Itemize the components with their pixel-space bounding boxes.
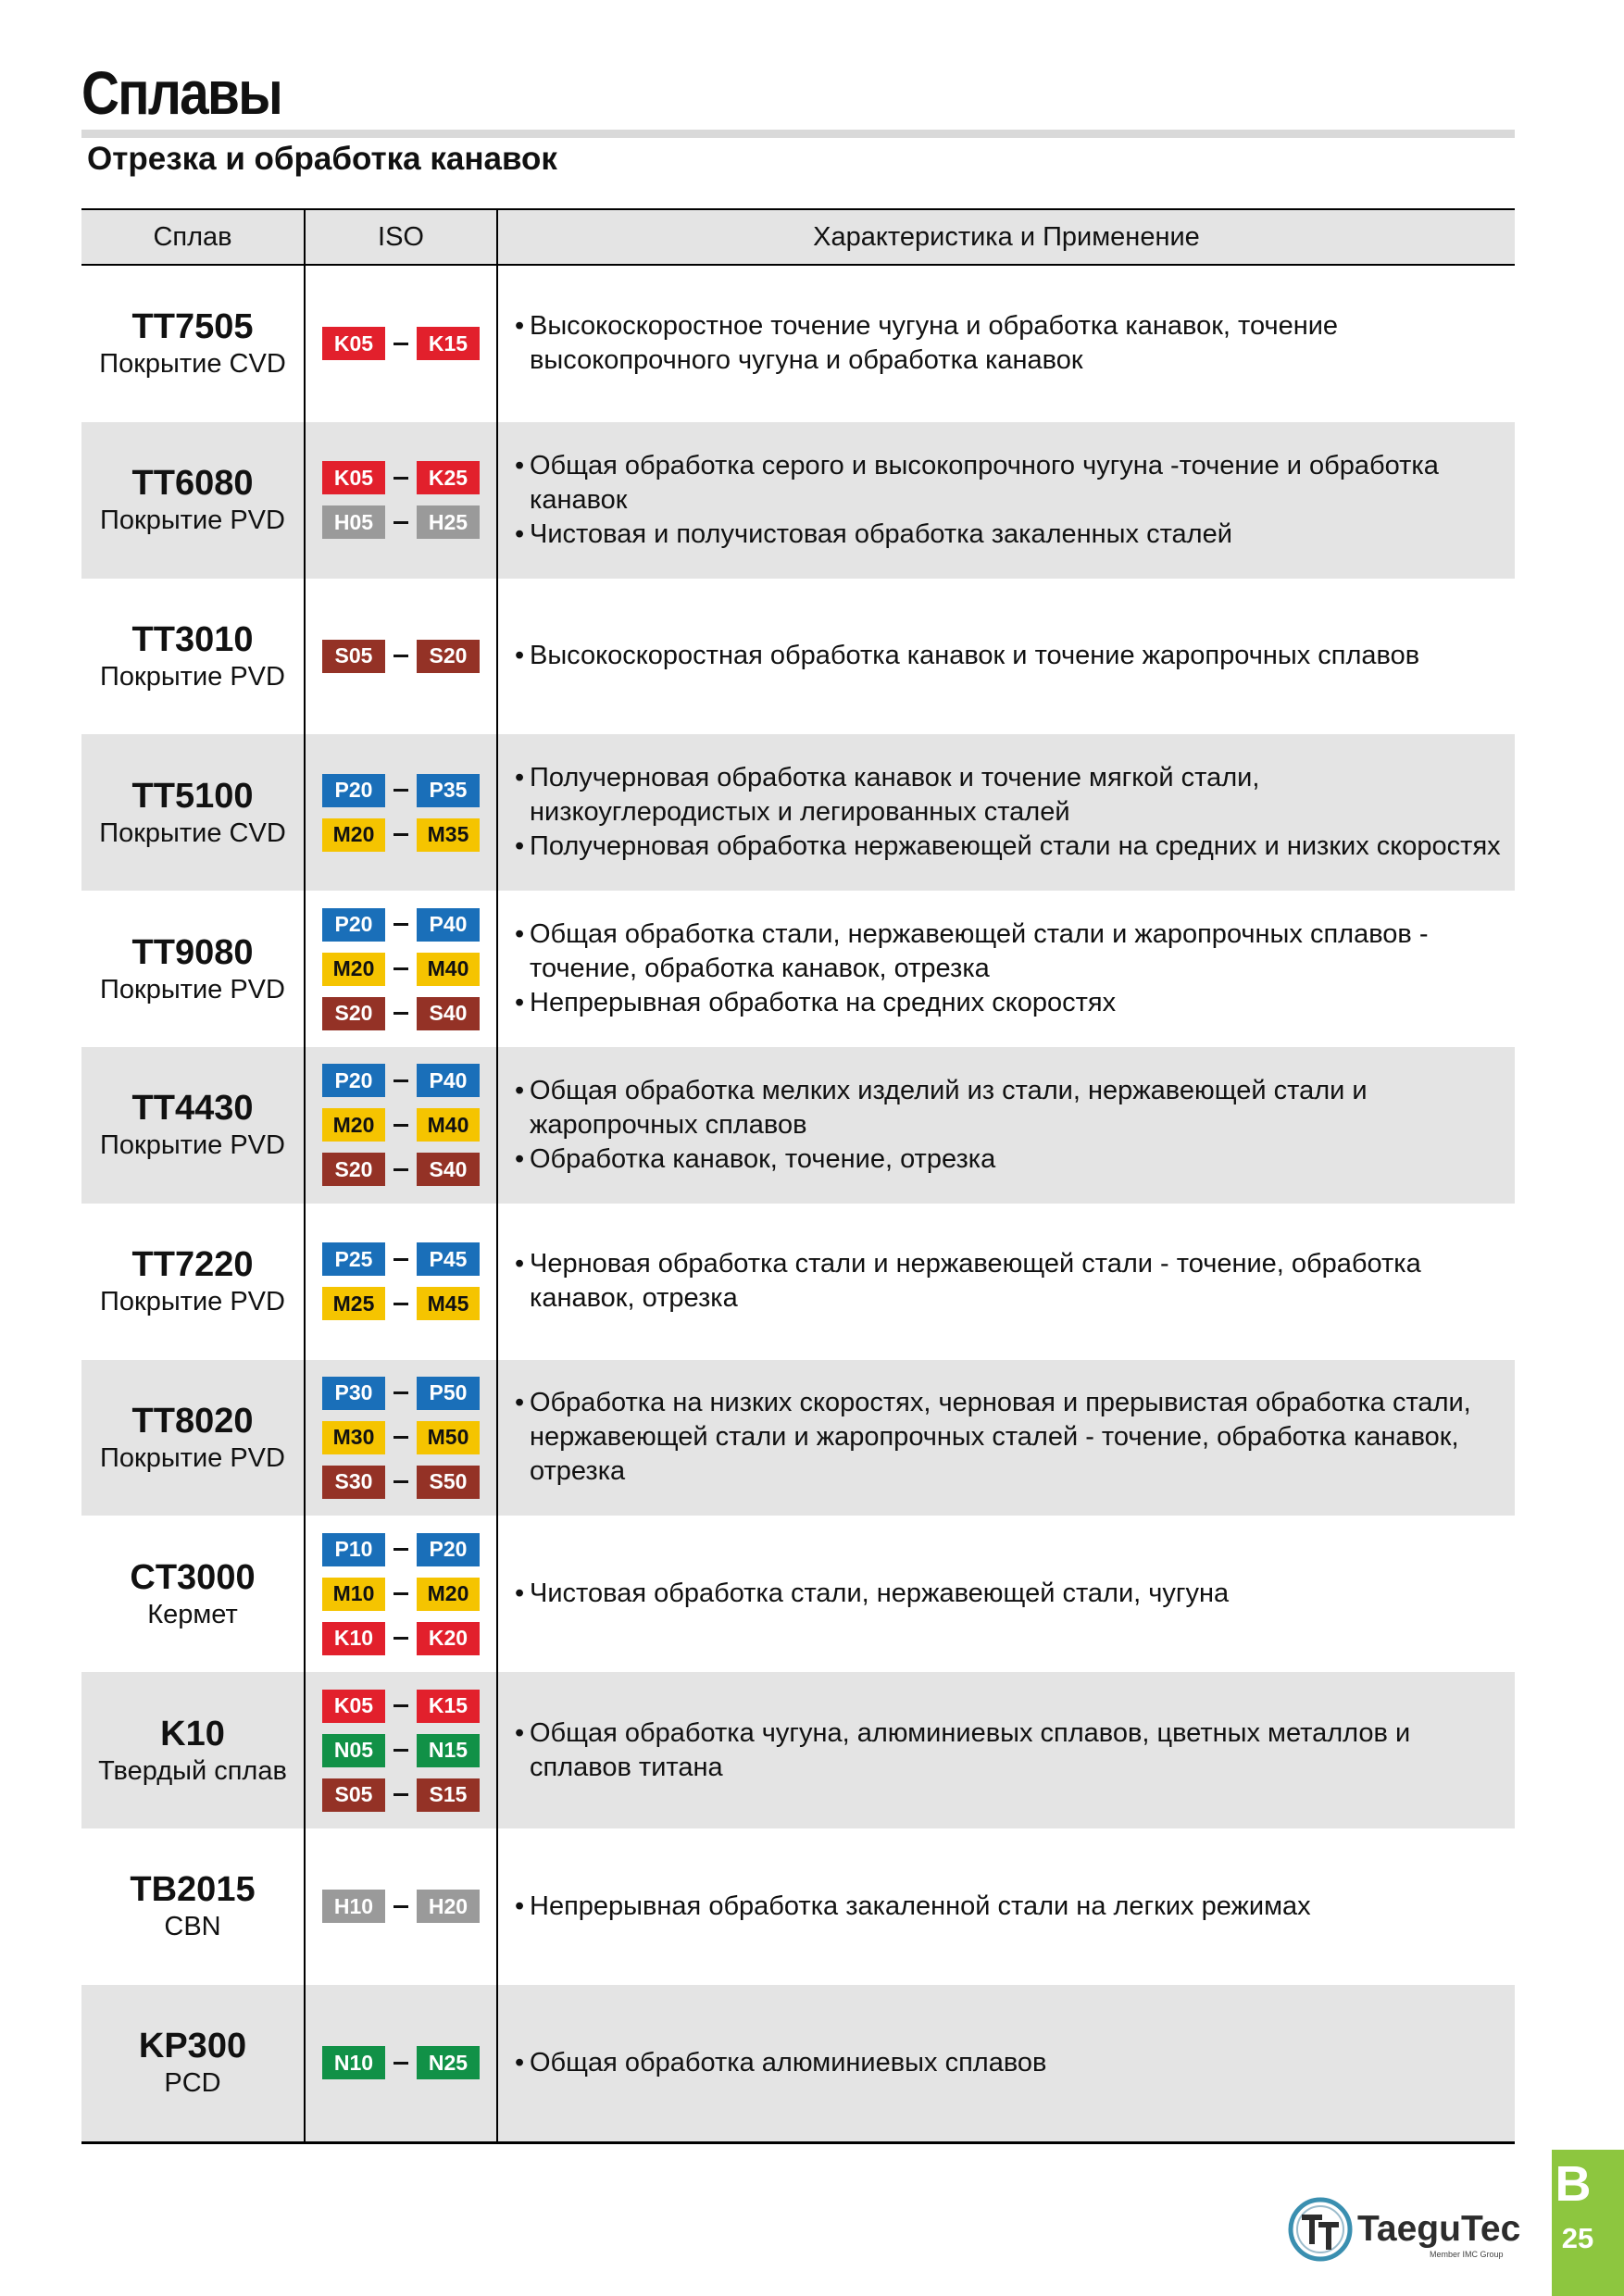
- iso-badge: H05: [322, 505, 385, 539]
- iso-badge: S05: [322, 640, 385, 673]
- alloy-coating: Покрытие PVD: [100, 505, 285, 536]
- iso-badge: S20: [417, 640, 480, 673]
- iso-badge: P10: [322, 1533, 385, 1566]
- iso-cell: [304, 1828, 496, 1985]
- application-bullet: [515, 1386, 1505, 1489]
- bullet-icon: •: [515, 311, 525, 342]
- brand-tagline: Member IMC Group: [1430, 2250, 1504, 2259]
- application-text: Обработка на низких скоростях, черновая и прерывистая обработка стали, нержавеющей стали и жаропрочных сталей - точение, обработка канавок, отрезка: [530, 1388, 1471, 1487]
- alloy-cell: [81, 266, 304, 422]
- bullet-icon: •: [515, 1717, 525, 1748]
- application-text: Черновая обработка стали и нержавеющей стали - точение, обработка канавок, отрезка: [530, 1249, 1421, 1314]
- alloy-cell: [81, 1204, 304, 1360]
- iso-range: [322, 2046, 480, 2079]
- range-dash: [394, 967, 408, 970]
- iso-badge: K05: [322, 461, 385, 494]
- application-text: Непрерывная обработка закаленной стали на легких режимах: [530, 1890, 1311, 1921]
- iso-cell: [304, 734, 496, 891]
- alloy-name: TT7220: [131, 1245, 254, 1285]
- table-row: [81, 1047, 1515, 1204]
- range-dash: [394, 477, 408, 480]
- alloy-name: TT3010: [131, 619, 254, 659]
- application-bullet: [515, 917, 1505, 986]
- range-dash: [394, 923, 408, 926]
- iso-badge: K25: [417, 461, 480, 494]
- bullet-icon: •: [515, 1890, 525, 1921]
- iso-badge: S40: [417, 997, 480, 1030]
- iso-badge: P40: [417, 908, 480, 942]
- bullet-icon: •: [515, 1143, 525, 1174]
- iso-range: [322, 774, 480, 807]
- iso-badge: M25: [322, 1287, 385, 1320]
- range-dash: [394, 1793, 408, 1796]
- range-dash: [394, 1079, 408, 1082]
- header-application: Характеристика и Применение: [496, 210, 1515, 264]
- application-text: Непрерывная обработка на средних скоростях: [530, 988, 1117, 1018]
- iso-range: [322, 640, 480, 673]
- bullet-icon: •: [515, 518, 525, 549]
- brand-name: TaeguTec: [1357, 2209, 1521, 2249]
- iso-badge: M20: [417, 1578, 480, 1611]
- section-letter: B: [1555, 2156, 1592, 2212]
- iso-range: [322, 953, 480, 986]
- header-iso: ISO: [304, 210, 496, 264]
- range-dash: [394, 343, 408, 345]
- iso-badge: H20: [417, 1890, 480, 1923]
- alloy-cell: [81, 1985, 304, 2141]
- alloy-cell: [81, 1672, 304, 1828]
- table-row: [81, 1985, 1515, 2141]
- iso-range: [322, 908, 480, 942]
- alloy-coating: CBN: [164, 1912, 221, 1942]
- range-dash: [394, 1749, 408, 1752]
- application-bullet: [515, 1577, 1505, 1611]
- application-text: Высокоскоростное точение чугуна и обработка канавок, точение высокопрочного чугуна и обработка канавок: [530, 311, 1339, 376]
- iso-badge: P45: [417, 1242, 480, 1276]
- bullet-icon: •: [515, 1249, 525, 1279]
- application-bullet: [515, 1890, 1505, 1924]
- application-cell: [496, 1047, 1515, 1204]
- bullet-icon: •: [515, 831, 525, 862]
- bullet-icon: •: [515, 763, 525, 793]
- application-text: Обработка канавок, точение, отрезка: [530, 1143, 996, 1174]
- bullet-icon: •: [515, 988, 525, 1018]
- iso-range: [322, 1421, 480, 1454]
- iso-cell: [304, 422, 496, 579]
- iso-badge: P20: [322, 774, 385, 807]
- table-row: [81, 891, 1515, 1047]
- application-bullet: [515, 830, 1505, 864]
- alloy-table: [81, 208, 1515, 2144]
- application-bullet: [515, 1074, 1505, 1142]
- section-tab: [1552, 2150, 1624, 2296]
- iso-cell: [304, 1204, 496, 1360]
- application-text: Получерновая обработка нержавеющей стали на средних и низких скоростях: [530, 831, 1501, 862]
- alloy-cell: [81, 734, 304, 891]
- application-cell: [496, 1672, 1515, 1828]
- alloy-coating: Покрытие CVD: [99, 817, 286, 848]
- application-bullet: [515, 518, 1505, 552]
- application-bullet: [515, 2046, 1505, 2080]
- table-row: [81, 422, 1515, 579]
- table-body: [81, 266, 1515, 2141]
- iso-range: [322, 1242, 480, 1276]
- application-bullet: [515, 761, 1505, 830]
- iso-range: [322, 1287, 480, 1320]
- iso-range: [322, 461, 480, 494]
- alloy-cell: [81, 1516, 304, 1672]
- table-row: [81, 579, 1515, 735]
- application-text: Чистовая обработка стали, нержавеющей стали, чугуна: [530, 1578, 1230, 1609]
- iso-badge: H25: [417, 505, 480, 539]
- application-bullet: [515, 1716, 1505, 1785]
- alloy-cell: [81, 1047, 304, 1204]
- iso-badge: N25: [417, 2046, 480, 2079]
- alloy-coating: Кермет: [147, 1599, 238, 1629]
- iso-badge: P50: [417, 1377, 480, 1410]
- application-cell: [496, 1985, 1515, 2141]
- application-bullet: [515, 449, 1505, 518]
- table-row: [81, 1828, 1515, 1985]
- table-row: [81, 1672, 1515, 1828]
- iso-range: [322, 818, 480, 852]
- application-bullet: [515, 986, 1505, 1020]
- alloy-coating: Покрытие PVD: [100, 1130, 285, 1161]
- iso-cell: [304, 266, 496, 422]
- iso-badge: M40: [417, 953, 480, 986]
- application-cell: [496, 422, 1515, 579]
- iso-range: [322, 1734, 480, 1767]
- bullet-icon: •: [515, 1075, 525, 1105]
- iso-cell: [304, 1360, 496, 1516]
- iso-range: [322, 1153, 480, 1186]
- alloy-coating: Покрытие PVD: [100, 1287, 285, 1317]
- iso-cell: [304, 1672, 496, 1828]
- range-dash: [394, 1303, 408, 1305]
- alloy-coating: Покрытие PVD: [100, 661, 285, 692]
- iso-badge: M20: [322, 1108, 385, 1142]
- iso-badge: K20: [417, 1622, 480, 1655]
- alloy-cell: [81, 1828, 304, 1985]
- iso-badge: N15: [417, 1734, 480, 1767]
- application-cell: [496, 734, 1515, 891]
- iso-badge: P20: [322, 908, 385, 942]
- alloy-cell: [81, 891, 304, 1047]
- iso-cell: [304, 1047, 496, 1204]
- range-dash: [394, 833, 408, 836]
- iso-badge: K05: [322, 1690, 385, 1723]
- alloy-name: TT8020: [131, 1401, 254, 1441]
- alloy-name: TB2015: [130, 1870, 256, 1910]
- alloy-name: KP300: [138, 2027, 247, 2066]
- iso-badge: P40: [417, 1064, 480, 1097]
- iso-badge: N05: [322, 1734, 385, 1767]
- taegutec-logo: [1287, 2192, 1521, 2266]
- application-cell: [496, 1828, 1515, 1985]
- iso-range: [322, 1890, 480, 1923]
- range-dash: [394, 1168, 408, 1171]
- bullet-icon: •: [515, 1388, 525, 1418]
- alloy-name: CT3000: [130, 1557, 256, 1597]
- iso-badge: M50: [417, 1421, 480, 1454]
- application-text: Чистовая и получистовая обработка закаленных сталей: [530, 518, 1232, 549]
- iso-cell: [304, 1985, 496, 2141]
- bullet-icon: •: [515, 2047, 525, 2078]
- table-header: [81, 210, 1515, 266]
- application-cell: [496, 1360, 1515, 1516]
- taegutec-emblem-icon: [1287, 2196, 1354, 2263]
- iso-badge: M20: [322, 953, 385, 986]
- iso-range: [322, 327, 480, 360]
- iso-range: [322, 1578, 480, 1611]
- iso-badge: N10: [322, 2046, 385, 2079]
- application-text: Общая обработка мелких изделий из стали, нержавеющей стали и жаропрочных сплавов: [530, 1075, 1368, 1140]
- range-dash: [394, 1391, 408, 1394]
- table-row: [81, 1204, 1515, 1360]
- iso-badge: M20: [322, 818, 385, 852]
- iso-range: [322, 505, 480, 539]
- application-text: Общая обработка алюминиевых сплавов: [530, 2047, 1047, 2078]
- iso-range: [322, 1377, 480, 1410]
- range-dash: [394, 521, 408, 524]
- application-text: Получерновая обработка канавок и точение мягкой стали, низкоуглеродистых и легированных сталей: [530, 763, 1260, 828]
- iso-badge: P20: [417, 1533, 480, 1566]
- iso-range: [322, 1622, 480, 1655]
- iso-badge: H10: [322, 1890, 385, 1923]
- iso-badge: S30: [322, 1466, 385, 1499]
- range-dash: [394, 655, 408, 657]
- range-dash: [394, 1637, 408, 1640]
- iso-badge: S20: [322, 997, 385, 1030]
- bullet-icon: •: [515, 450, 525, 480]
- iso-badge: M45: [417, 1287, 480, 1320]
- alloy-cell: [81, 1360, 304, 1516]
- application-text: Высокоскоростная обработка канавок и точение жаропрочных сплавов: [530, 641, 1420, 671]
- alloy-coating: PCD: [164, 2068, 221, 2099]
- range-dash: [394, 1480, 408, 1483]
- range-dash: [394, 1704, 408, 1707]
- table-row: [81, 734, 1515, 891]
- header-alloy: Сплав: [153, 221, 232, 252]
- iso-range: [322, 1778, 480, 1812]
- page-number: 25: [1561, 2222, 1594, 2254]
- alloy-name: TT9080: [131, 932, 254, 972]
- iso-badge: M10: [322, 1578, 385, 1611]
- alloy-name: TT6080: [131, 464, 254, 504]
- iso-badge: K10: [322, 1622, 385, 1655]
- iso-range: [322, 1690, 480, 1723]
- range-dash: [394, 1548, 408, 1551]
- iso-badge: M30: [322, 1421, 385, 1454]
- alloy-name: TT4430: [131, 1089, 254, 1129]
- iso-range: [322, 1533, 480, 1566]
- range-dash: [394, 1258, 408, 1261]
- application-bullet: [515, 309, 1505, 378]
- alloy-name: TT5100: [131, 776, 254, 816]
- application-bullet: [515, 1247, 1505, 1316]
- iso-range: [322, 1466, 480, 1499]
- alloy-cell: [81, 422, 304, 579]
- range-dash: [394, 1592, 408, 1595]
- iso-badge: P30: [322, 1377, 385, 1410]
- iso-badge: S20: [322, 1153, 385, 1186]
- page-subtitle: Отрезка и обработка канавок: [87, 141, 557, 177]
- application-text: Общая обработка стали, нержавеющей стали и жаропрочных сплавов - точение, обработка канавок, отрезка: [530, 919, 1429, 984]
- iso-badge: S15: [417, 1778, 480, 1812]
- range-dash: [394, 789, 408, 792]
- application-cell: [496, 579, 1515, 735]
- bullet-icon: •: [515, 641, 525, 671]
- application-text: Общая обработка серого и высокопрочного чугуна -точение и обработка канавок: [530, 450, 1439, 515]
- iso-badge: K15: [417, 327, 480, 360]
- application-bullet: [515, 639, 1505, 673]
- iso-cell: [304, 579, 496, 735]
- iso-badge: S50: [417, 1466, 480, 1499]
- iso-range: [322, 997, 480, 1030]
- range-dash: [394, 2062, 408, 2065]
- alloy-coating: Твердый сплав: [98, 1755, 287, 1786]
- iso-badge: M35: [417, 818, 480, 852]
- iso-badge: K15: [417, 1690, 480, 1723]
- application-bullet: [515, 1142, 1505, 1177]
- table-row: [81, 266, 1515, 422]
- iso-badge: P35: [417, 774, 480, 807]
- iso-badge: P25: [322, 1242, 385, 1276]
- application-cell: [496, 1516, 1515, 1672]
- application-text: Общая обработка чугуна, алюминиевых сплавов, цветных металлов и сплавов титана: [530, 1717, 1411, 1782]
- range-dash: [394, 1124, 408, 1127]
- range-dash: [394, 1012, 408, 1015]
- iso-range: [322, 1064, 480, 1097]
- alloy-coating: Покрытие CVD: [99, 349, 286, 380]
- alloy-name: K10: [160, 1714, 225, 1753]
- alloy-coating: Покрытие PVD: [100, 974, 285, 1004]
- range-dash: [394, 1436, 408, 1439]
- table-row: [81, 1360, 1515, 1516]
- iso-range: [322, 1108, 480, 1142]
- iso-badge: K05: [322, 327, 385, 360]
- bullet-icon: •: [515, 1578, 525, 1609]
- iso-badge: S40: [417, 1153, 480, 1186]
- application-cell: [496, 1204, 1515, 1360]
- alloy-coating: Покрытие PVD: [100, 1442, 285, 1473]
- title-divider: [81, 130, 1515, 138]
- page-title: Сплавы: [81, 58, 281, 127]
- iso-badge: S05: [322, 1778, 385, 1812]
- iso-cell: [304, 891, 496, 1047]
- application-cell: [496, 891, 1515, 1047]
- bullet-icon: •: [515, 919, 525, 950]
- iso-cell: [304, 1516, 496, 1672]
- alloy-name: TT7505: [131, 307, 254, 347]
- table-row: [81, 1516, 1515, 1672]
- range-dash: [394, 1905, 408, 1908]
- iso-badge: P20: [322, 1064, 385, 1097]
- iso-badge: M40: [417, 1108, 480, 1142]
- alloy-cell: [81, 579, 304, 735]
- application-cell: [496, 266, 1515, 422]
